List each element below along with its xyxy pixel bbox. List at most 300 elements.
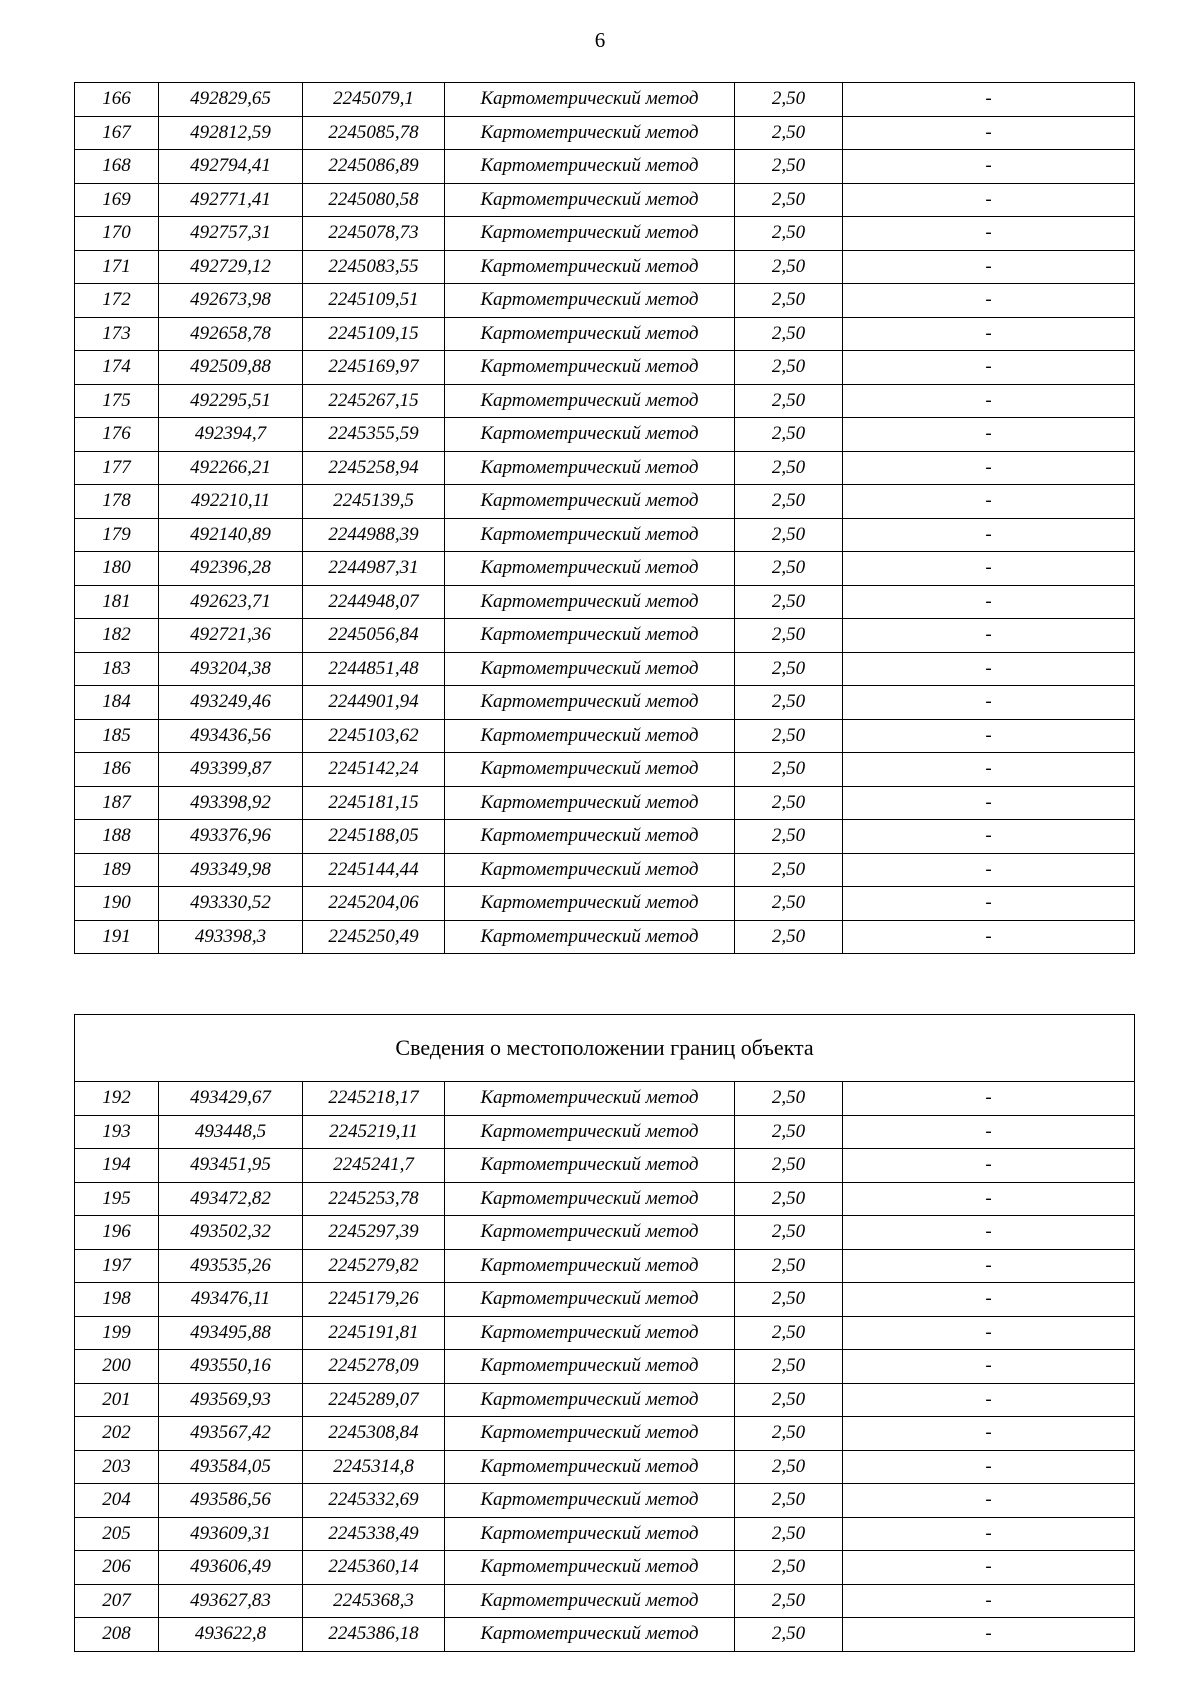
description-cell: - <box>843 1618 1135 1652</box>
table-row <box>75 1551 1135 1585</box>
x-coordinate-cell: 492295,51 <box>159 384 303 418</box>
table-row <box>75 1249 1135 1283</box>
x-coordinate-cell: 492509,88 <box>159 351 303 385</box>
section-title-row <box>75 1015 1135 1082</box>
accuracy-cell: 2,50 <box>735 1383 843 1417</box>
point-number-cell: 208 <box>75 1618 159 1652</box>
table-row <box>75 887 1135 921</box>
x-coordinate-cell: 493476,11 <box>159 1283 303 1317</box>
method-cell: Картометрический метод <box>445 351 735 385</box>
description-cell: - <box>843 1149 1135 1183</box>
point-number-cell: 171 <box>75 250 159 284</box>
point-number-cell: 166 <box>75 83 159 117</box>
table-row <box>75 719 1135 753</box>
method-cell: Картометрический метод <box>445 1115 735 1149</box>
table-row <box>75 753 1135 787</box>
description-cell: - <box>843 250 1135 284</box>
accuracy-cell: 2,50 <box>735 150 843 184</box>
accuracy-cell: 2,50 <box>735 250 843 284</box>
x-coordinate-cell: 493502,32 <box>159 1216 303 1250</box>
x-coordinate-cell: 492658,78 <box>159 317 303 351</box>
accuracy-cell: 2,50 <box>735 1249 843 1283</box>
method-cell: Картометрический метод <box>445 1182 735 1216</box>
x-coordinate-cell: 493398,3 <box>159 920 303 954</box>
method-cell: Картометрический метод <box>445 284 735 318</box>
method-cell: Картометрический метод <box>445 1417 735 1451</box>
x-coordinate-cell: 493627,83 <box>159 1584 303 1618</box>
method-cell: Картометрический метод <box>445 1149 735 1183</box>
y-coordinate-cell: 2245103,62 <box>303 719 445 753</box>
table-row <box>75 820 1135 854</box>
point-number-cell: 200 <box>75 1350 159 1384</box>
accuracy-cell: 2,50 <box>735 1149 843 1183</box>
x-coordinate-cell: 493436,56 <box>159 719 303 753</box>
table-row <box>75 1484 1135 1518</box>
accuracy-cell: 2,50 <box>735 1350 843 1384</box>
x-coordinate-cell: 493349,98 <box>159 853 303 887</box>
y-coordinate-cell: 2245253,78 <box>303 1182 445 1216</box>
accuracy-cell: 2,50 <box>735 217 843 251</box>
x-coordinate-cell: 493448,5 <box>159 1115 303 1149</box>
point-number-cell: 174 <box>75 351 159 385</box>
point-number-cell: 175 <box>75 384 159 418</box>
description-cell: - <box>843 820 1135 854</box>
point-number-cell: 169 <box>75 183 159 217</box>
x-coordinate-cell: 492721,36 <box>159 619 303 653</box>
table-row <box>75 116 1135 150</box>
x-coordinate-cell: 492829,65 <box>159 83 303 117</box>
table-row <box>75 485 1135 519</box>
method-cell: Картометрический метод <box>445 1517 735 1551</box>
y-coordinate-cell: 2245308,84 <box>303 1417 445 1451</box>
description-cell: - <box>843 652 1135 686</box>
point-number-cell: 207 <box>75 1584 159 1618</box>
description-cell: - <box>843 217 1135 251</box>
point-number-cell: 170 <box>75 217 159 251</box>
description-cell: - <box>843 518 1135 552</box>
point-number-cell: 197 <box>75 1249 159 1283</box>
x-coordinate-cell: 493330,52 <box>159 887 303 921</box>
y-coordinate-cell: 2244851,48 <box>303 652 445 686</box>
description-cell: - <box>843 887 1135 921</box>
x-coordinate-cell: 493472,82 <box>159 1182 303 1216</box>
accuracy-cell: 2,50 <box>735 384 843 418</box>
accuracy-cell: 2,50 <box>735 183 843 217</box>
point-number-cell: 204 <box>75 1484 159 1518</box>
method-cell: Картометрический метод <box>445 853 735 887</box>
table-row <box>75 1216 1135 1250</box>
point-number-cell: 188 <box>75 820 159 854</box>
y-coordinate-cell: 2244988,39 <box>303 518 445 552</box>
table-row <box>75 619 1135 653</box>
point-number-cell: 179 <box>75 518 159 552</box>
y-coordinate-cell: 2245179,26 <box>303 1283 445 1317</box>
accuracy-cell: 2,50 <box>735 1182 843 1216</box>
coordinates-table-1 <box>74 82 1135 954</box>
table-row <box>75 1417 1135 1451</box>
y-coordinate-cell: 2245338,49 <box>303 1517 445 1551</box>
table-row <box>75 83 1135 117</box>
method-cell: Картометрический метод <box>445 585 735 619</box>
method-cell: Картометрический метод <box>445 1316 735 1350</box>
x-coordinate-cell: 493609,31 <box>159 1517 303 1551</box>
x-coordinate-cell: 492771,41 <box>159 183 303 217</box>
y-coordinate-cell: 2245355,59 <box>303 418 445 452</box>
y-coordinate-cell: 2245250,49 <box>303 920 445 954</box>
method-cell: Картометрический метод <box>445 150 735 184</box>
table-row <box>75 853 1135 887</box>
description-cell: - <box>843 150 1135 184</box>
table-row <box>75 217 1135 251</box>
table-row <box>75 686 1135 720</box>
method-cell: Картометрический метод <box>445 1216 735 1250</box>
y-coordinate-cell: 2245314,8 <box>303 1450 445 1484</box>
point-number-cell: 196 <box>75 1216 159 1250</box>
description-cell: - <box>843 1082 1135 1116</box>
method-cell: Картометрический метод <box>445 1350 735 1384</box>
table-row <box>75 1283 1135 1317</box>
x-coordinate-cell: 493584,05 <box>159 1450 303 1484</box>
point-number-cell: 186 <box>75 753 159 787</box>
point-number-cell: 195 <box>75 1182 159 1216</box>
y-coordinate-cell: 2244948,07 <box>303 585 445 619</box>
accuracy-cell: 2,50 <box>735 920 843 954</box>
x-coordinate-cell: 493429,67 <box>159 1082 303 1116</box>
point-number-cell: 185 <box>75 719 159 753</box>
x-coordinate-cell: 492794,41 <box>159 150 303 184</box>
accuracy-cell: 2,50 <box>735 351 843 385</box>
table-row <box>75 317 1135 351</box>
description-cell: - <box>843 83 1135 117</box>
description-cell: - <box>843 1484 1135 1518</box>
point-number-cell: 192 <box>75 1082 159 1116</box>
point-number-cell: 182 <box>75 619 159 653</box>
y-coordinate-cell: 2245267,15 <box>303 384 445 418</box>
x-coordinate-cell: 493622,8 <box>159 1618 303 1652</box>
accuracy-cell: 2,50 <box>735 719 843 753</box>
x-coordinate-cell: 492140,89 <box>159 518 303 552</box>
x-coordinate-cell: 493376,96 <box>159 820 303 854</box>
x-coordinate-cell: 492757,31 <box>159 217 303 251</box>
point-number-cell: 203 <box>75 1450 159 1484</box>
x-coordinate-cell: 492623,71 <box>159 585 303 619</box>
y-coordinate-cell: 2245360,14 <box>303 1551 445 1585</box>
y-coordinate-cell: 2245142,24 <box>303 753 445 787</box>
accuracy-cell: 2,50 <box>735 753 843 787</box>
x-coordinate-cell: 493495,88 <box>159 1316 303 1350</box>
description-cell: - <box>843 1517 1135 1551</box>
y-coordinate-cell: 2245078,73 <box>303 217 445 251</box>
y-coordinate-cell: 2245144,44 <box>303 853 445 887</box>
description-cell: - <box>843 1249 1135 1283</box>
x-coordinate-cell: 493606,49 <box>159 1551 303 1585</box>
x-coordinate-cell: 493550,16 <box>159 1350 303 1384</box>
table-row <box>75 1618 1135 1652</box>
accuracy-cell: 2,50 <box>735 1450 843 1484</box>
description-cell: - <box>843 1350 1135 1384</box>
description-cell: - <box>843 1216 1135 1250</box>
y-coordinate-cell: 2245297,39 <box>303 1216 445 1250</box>
x-coordinate-cell: 492266,21 <box>159 451 303 485</box>
coordinates-table-2 <box>74 1014 1135 1652</box>
y-coordinate-cell: 2245218,17 <box>303 1082 445 1116</box>
y-coordinate-cell: 2244987,31 <box>303 552 445 586</box>
accuracy-cell: 2,50 <box>735 786 843 820</box>
x-coordinate-cell: 493535,26 <box>159 1249 303 1283</box>
method-cell: Картометрический метод <box>445 217 735 251</box>
method-cell: Картометрический метод <box>445 820 735 854</box>
method-cell: Картометрический метод <box>445 451 735 485</box>
accuracy-cell: 2,50 <box>735 451 843 485</box>
description-cell: - <box>843 1450 1135 1484</box>
y-coordinate-cell: 2245080,58 <box>303 183 445 217</box>
point-number-cell: 194 <box>75 1149 159 1183</box>
point-number-cell: 176 <box>75 418 159 452</box>
y-coordinate-cell: 2245241,7 <box>303 1149 445 1183</box>
y-coordinate-cell: 2245079,1 <box>303 83 445 117</box>
y-coordinate-cell: 2245258,94 <box>303 451 445 485</box>
accuracy-cell: 2,50 <box>735 619 843 653</box>
description-cell: - <box>843 183 1135 217</box>
description-cell: - <box>843 719 1135 753</box>
x-coordinate-cell: 493204,38 <box>159 652 303 686</box>
table-row <box>75 652 1135 686</box>
description-cell: - <box>843 686 1135 720</box>
method-cell: Картометрический метод <box>445 518 735 552</box>
method-cell: Картометрический метод <box>445 619 735 653</box>
table-row <box>75 518 1135 552</box>
method-cell: Картометрический метод <box>445 686 735 720</box>
method-cell: Картометрический метод <box>445 1584 735 1618</box>
method-cell: Картометрический метод <box>445 887 735 921</box>
method-cell: Картометрический метод <box>445 1618 735 1652</box>
description-cell: - <box>843 384 1135 418</box>
table-row <box>75 150 1135 184</box>
point-number-cell: 199 <box>75 1316 159 1350</box>
y-coordinate-cell: 2245169,97 <box>303 351 445 385</box>
description-cell: - <box>843 1383 1135 1417</box>
point-number-cell: 191 <box>75 920 159 954</box>
point-number-cell: 183 <box>75 652 159 686</box>
accuracy-cell: 2,50 <box>735 1115 843 1149</box>
table-row <box>75 1350 1135 1384</box>
y-coordinate-cell: 2245289,07 <box>303 1383 445 1417</box>
x-coordinate-cell: 493249,46 <box>159 686 303 720</box>
x-coordinate-cell: 493569,93 <box>159 1383 303 1417</box>
accuracy-cell: 2,50 <box>735 1517 843 1551</box>
accuracy-cell: 2,50 <box>735 1484 843 1518</box>
description-cell: - <box>843 786 1135 820</box>
x-coordinate-cell: 493399,87 <box>159 753 303 787</box>
y-coordinate-cell: 2244901,94 <box>303 686 445 720</box>
y-coordinate-cell: 2245279,82 <box>303 1249 445 1283</box>
y-coordinate-cell: 2245181,15 <box>303 786 445 820</box>
table-row <box>75 585 1135 619</box>
description-cell: - <box>843 1584 1135 1618</box>
method-cell: Картометрический метод <box>445 1450 735 1484</box>
point-number-cell: 173 <box>75 317 159 351</box>
table-row <box>75 1450 1135 1484</box>
description-cell: - <box>843 1316 1135 1350</box>
method-cell: Картометрический метод <box>445 250 735 284</box>
method-cell: Картометрический метод <box>445 485 735 519</box>
accuracy-cell: 2,50 <box>735 1584 843 1618</box>
accuracy-cell: 2,50 <box>735 820 843 854</box>
point-number-cell: 201 <box>75 1383 159 1417</box>
method-cell: Картометрический метод <box>445 920 735 954</box>
method-cell: Картометрический метод <box>445 1484 735 1518</box>
point-number-cell: 198 <box>75 1283 159 1317</box>
accuracy-cell: 2,50 <box>735 1082 843 1116</box>
y-coordinate-cell: 2245083,55 <box>303 250 445 284</box>
table-row <box>75 552 1135 586</box>
point-number-cell: 181 <box>75 585 159 619</box>
y-coordinate-cell: 2245188,05 <box>303 820 445 854</box>
x-coordinate-cell: 492210,11 <box>159 485 303 519</box>
table-row <box>75 1584 1135 1618</box>
x-coordinate-cell: 492812,59 <box>159 116 303 150</box>
point-number-cell: 177 <box>75 451 159 485</box>
section-title: Сведения о местоположении границ объекта <box>75 1015 1135 1082</box>
method-cell: Картометрический метод <box>445 552 735 586</box>
method-cell: Картометрический метод <box>445 317 735 351</box>
description-cell: - <box>843 1551 1135 1585</box>
point-number-cell: 180 <box>75 552 159 586</box>
method-cell: Картометрический метод <box>445 1283 735 1317</box>
page-number: 6 <box>594 28 606 52</box>
point-number-cell: 190 <box>75 887 159 921</box>
point-number-cell: 205 <box>75 1517 159 1551</box>
accuracy-cell: 2,50 <box>735 1283 843 1317</box>
method-cell: Картометрический метод <box>445 1383 735 1417</box>
method-cell: Картометрический метод <box>445 786 735 820</box>
description-cell: - <box>843 351 1135 385</box>
method-cell: Картометрический метод <box>445 384 735 418</box>
accuracy-cell: 2,50 <box>735 418 843 452</box>
accuracy-cell: 2,50 <box>735 485 843 519</box>
x-coordinate-cell: 492394,7 <box>159 418 303 452</box>
table-row <box>75 418 1135 452</box>
point-number-cell: 187 <box>75 786 159 820</box>
point-number-cell: 206 <box>75 1551 159 1585</box>
y-coordinate-cell: 2245368,3 <box>303 1584 445 1618</box>
table-row <box>75 1383 1135 1417</box>
table-row <box>75 1182 1135 1216</box>
accuracy-cell: 2,50 <box>735 1417 843 1451</box>
table-row <box>75 1082 1135 1116</box>
point-number-cell: 202 <box>75 1417 159 1451</box>
table-row <box>75 1316 1135 1350</box>
y-coordinate-cell: 2245086,89 <box>303 150 445 184</box>
table-row <box>75 183 1135 217</box>
table-1-body <box>75 83 1135 954</box>
description-cell: - <box>843 284 1135 318</box>
y-coordinate-cell: 2245109,51 <box>303 284 445 318</box>
accuracy-cell: 2,50 <box>735 518 843 552</box>
accuracy-cell: 2,50 <box>735 116 843 150</box>
y-coordinate-cell: 2245219,11 <box>303 1115 445 1149</box>
method-cell: Картометрический метод <box>445 116 735 150</box>
accuracy-cell: 2,50 <box>735 83 843 117</box>
y-coordinate-cell: 2245191,81 <box>303 1316 445 1350</box>
description-cell: - <box>843 418 1135 452</box>
point-number-cell: 167 <box>75 116 159 150</box>
x-coordinate-cell: 492673,98 <box>159 284 303 318</box>
description-cell: - <box>843 853 1135 887</box>
y-coordinate-cell: 2245332,69 <box>303 1484 445 1518</box>
description-cell: - <box>843 753 1135 787</box>
method-cell: Картометрический метод <box>445 418 735 452</box>
point-number-cell: 168 <box>75 150 159 184</box>
method-cell: Картометрический метод <box>445 652 735 686</box>
accuracy-cell: 2,50 <box>735 552 843 586</box>
description-cell: - <box>843 1182 1135 1216</box>
accuracy-cell: 2,50 <box>735 887 843 921</box>
method-cell: Картометрический метод <box>445 183 735 217</box>
accuracy-cell: 2,50 <box>735 652 843 686</box>
method-cell: Картометрический метод <box>445 719 735 753</box>
table-row <box>75 250 1135 284</box>
x-coordinate-cell: 493451,95 <box>159 1149 303 1183</box>
y-coordinate-cell: 2245386,18 <box>303 1618 445 1652</box>
accuracy-cell: 2,50 <box>735 317 843 351</box>
description-cell: - <box>843 1115 1135 1149</box>
table-2-body <box>75 1082 1135 1652</box>
description-cell: - <box>843 451 1135 485</box>
y-coordinate-cell: 2245204,06 <box>303 887 445 921</box>
method-cell: Картометрический метод <box>445 1249 735 1283</box>
accuracy-cell: 2,50 <box>735 284 843 318</box>
table-row <box>75 451 1135 485</box>
description-cell: - <box>843 619 1135 653</box>
accuracy-cell: 2,50 <box>735 686 843 720</box>
accuracy-cell: 2,50 <box>735 1216 843 1250</box>
description-cell: - <box>843 920 1135 954</box>
point-number-cell: 184 <box>75 686 159 720</box>
table-row <box>75 786 1135 820</box>
method-cell: Картометрический метод <box>445 83 735 117</box>
table-row <box>75 284 1135 318</box>
x-coordinate-cell: 492729,12 <box>159 250 303 284</box>
table-row <box>75 1115 1135 1149</box>
description-cell: - <box>843 485 1135 519</box>
table-row <box>75 1517 1135 1551</box>
accuracy-cell: 2,50 <box>735 585 843 619</box>
x-coordinate-cell: 493586,56 <box>159 1484 303 1518</box>
y-coordinate-cell: 2245139,5 <box>303 485 445 519</box>
description-cell: - <box>843 1417 1135 1451</box>
point-number-cell: 178 <box>75 485 159 519</box>
y-coordinate-cell: 2245109,15 <box>303 317 445 351</box>
point-number-cell: 189 <box>75 853 159 887</box>
x-coordinate-cell: 493398,92 <box>159 786 303 820</box>
table-row <box>75 1149 1135 1183</box>
accuracy-cell: 2,50 <box>735 853 843 887</box>
point-number-cell: 193 <box>75 1115 159 1149</box>
description-cell: - <box>843 552 1135 586</box>
method-cell: Картометрический метод <box>445 753 735 787</box>
y-coordinate-cell: 2245085,78 <box>303 116 445 150</box>
description-cell: - <box>843 585 1135 619</box>
x-coordinate-cell: 492396,28 <box>159 552 303 586</box>
method-cell: Картометрический метод <box>445 1551 735 1585</box>
y-coordinate-cell: 2245278,09 <box>303 1350 445 1384</box>
table-row <box>75 920 1135 954</box>
y-coordinate-cell: 2245056,84 <box>303 619 445 653</box>
description-cell: - <box>843 116 1135 150</box>
table-row <box>75 384 1135 418</box>
table-row <box>75 351 1135 385</box>
